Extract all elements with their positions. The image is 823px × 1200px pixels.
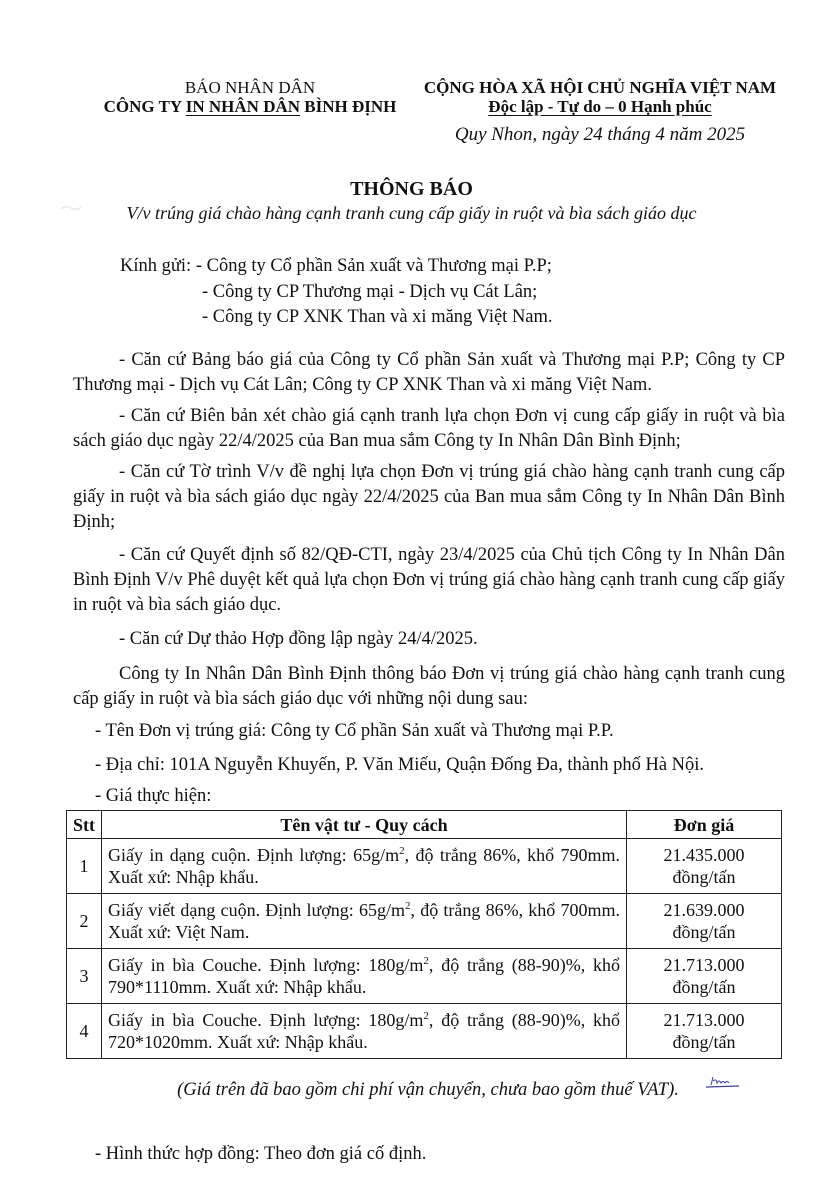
header-unit-price: Đơn giá — [627, 811, 782, 839]
paragraph — [73, 662, 785, 712]
recipients-label: Kính gửi: — [120, 256, 192, 276]
row-description: Giấy in dạng cuộn. Định lượng: $65g/m^2$, độ trắng 86%, khổ 790mm. Xuất xứ: Nhập khẩu. — [102, 839, 627, 894]
header-description: Tên vật tư - Quy cách — [102, 811, 627, 839]
paragraph-text: - Căn cứ Quyết định số 82/QĐ-CTI, ngày 23/4/2025 của Chủ tịch Công ty In Nhân Dân Bình Định V/v Phê duyệt kết quả lựa chọn Đơn vị trúng giá chào hàng cạnh tranh cung cấp giấy in ruột và bìa sách giáo dục. — [73, 545, 785, 615]
issuer-name — [95, 97, 405, 116]
price-table — [66, 810, 782, 1059]
winner-address: - Địa chỉ: 101A Nguyễn Khuyến, P. Văn Miếu, Quận Đống Đa, thành phố Hà Nội. — [95, 755, 705, 775]
recipient-row — [120, 254, 553, 280]
national-header — [400, 78, 800, 116]
row-description: Giấy in bìa Couche. Định lượng: $180g/m^2$, độ trắng (88-90)%, khổ 790*1110mm. Xuất xứ: Nhập khẩu. — [102, 949, 627, 1004]
row-price: 21.435.000 đồng/tấn — [627, 839, 782, 894]
paragraph — [73, 627, 785, 652]
place-date: Quy Nhon, ngày 24 tháng 4 năm 2025 — [454, 124, 746, 145]
table-row — [67, 839, 782, 894]
paragraph — [73, 404, 785, 454]
paragraph-text: Công ty In Nhân Dân Bình Định thông báo Đơn vị trúng giá chào hàng cạnh tranh cung cấp giấy in ruột và bìa sách giáo dục với những nội dung sau: — [73, 664, 785, 709]
row-price: 21.639.000 đồng/tấn — [627, 894, 782, 949]
recipient-item: - Công ty CP XNK Than và xi măng Việt Nam. — [202, 307, 553, 327]
document-title: THÔNG BÁO — [350, 178, 473, 200]
issuer-suffix: BÌNH ĐỊNH — [300, 97, 397, 116]
table-row — [67, 894, 782, 949]
issuer-prefix: CÔNG TY — [103, 97, 186, 116]
paragraph — [73, 460, 785, 535]
row-stt: 4 — [67, 1004, 102, 1059]
table-row — [67, 949, 782, 1004]
recipients — [120, 254, 553, 331]
paragraph — [73, 543, 785, 618]
initial-signature-icon — [703, 1075, 743, 1091]
contract-form: - Hình thức hợp đồng: Theo đơn giá cố định. — [95, 1144, 427, 1164]
paragraph-text: - Căn cứ Tờ trình V/v đề nghị lựa chọn Đơn vị trúng giá chào hàng cạnh tranh cung cấp giấy in ruột và bìa sách giáo dục ngày 22/4/2025 của Ban mua sắm Công ty In Nhân Dân Bình Định; — [73, 462, 785, 532]
recipient-item: - Công ty Cổ phần Sản xuất và Thương mại P.P; — [195, 256, 552, 276]
row-stt: 3 — [67, 949, 102, 1004]
winner-name: - Tên Đơn vị trúng giá: Công ty Cổ phần Sản xuất và Thương mại P.P. — [95, 721, 614, 741]
document-subject: V/v trúng giá chào hàng cạnh tranh cung cấp giấy in ruột và bìa sách giáo dục — [126, 203, 697, 223]
row-description: Giấy viết dạng cuộn. Định lượng: $65g/m^2$, độ trắng 86%, khổ 700mm. Xuất xứ: Việt Nam. — [102, 894, 627, 949]
national-title: CỘNG HÒA XÃ HỘI CHỦ NGHĨA VIỆT NAM — [423, 78, 777, 97]
paragraph-text: - Căn cứ Dự thảo Hợp đồng lập ngày 24/4/2025. — [119, 629, 478, 649]
recipient-item: - Công ty CP Thương mại - Dịch vụ Cát Lân; — [202, 281, 538, 302]
issuer-underlined: IN NHÂN DÂN — [185, 97, 301, 116]
header-stt: Stt — [67, 811, 102, 839]
row-price: 21.713.000 đồng/tấn — [627, 1004, 782, 1059]
row-price: 21.713.000 đồng/tấn — [627, 949, 782, 1004]
row-stt: 1 — [67, 839, 102, 894]
row-stt: 2 — [67, 894, 102, 949]
table-header-row — [67, 811, 782, 839]
issuer-parent: BÁO NHÂN DÂN — [184, 78, 316, 97]
paragraph-text: - Căn cứ Bảng báo giá của Công ty Cổ phần Sản xuất và Thương mại P.P; Công ty CP Thương mại - Dịch vụ Cát Lân; Công ty CP XNK Than và xi măng Việt Nam. — [73, 350, 785, 395]
row-description: Giấy in bìa Couche. Định lượng: $180g/m^2$, độ trắng (88-90)%, khổ 720*1020mm. Xuất xứ: Nhập khẩu. — [102, 1004, 627, 1059]
issuer-block — [95, 78, 405, 116]
paragraph — [73, 348, 785, 398]
national-motto: Độc lập - Tự do – 0 Hạnh phúc — [488, 97, 712, 116]
price-note: (Giá trên đã bao gồm chi phí vận chuyển, chưa bao gồm thuế VAT). — [177, 1080, 679, 1100]
paragraph-text: - Căn cứ Biên bản xét chào giá cạnh tranh lựa chọn Đơn vị cung cấp giấy in ruột và bìa sách giáo dục ngày 22/4/2025 của Ban mua sắm Công ty In Nhân Dân Bình Định; — [73, 406, 785, 451]
table-row — [67, 1004, 782, 1059]
price-label: - Giá thực hiện: — [95, 786, 212, 806]
